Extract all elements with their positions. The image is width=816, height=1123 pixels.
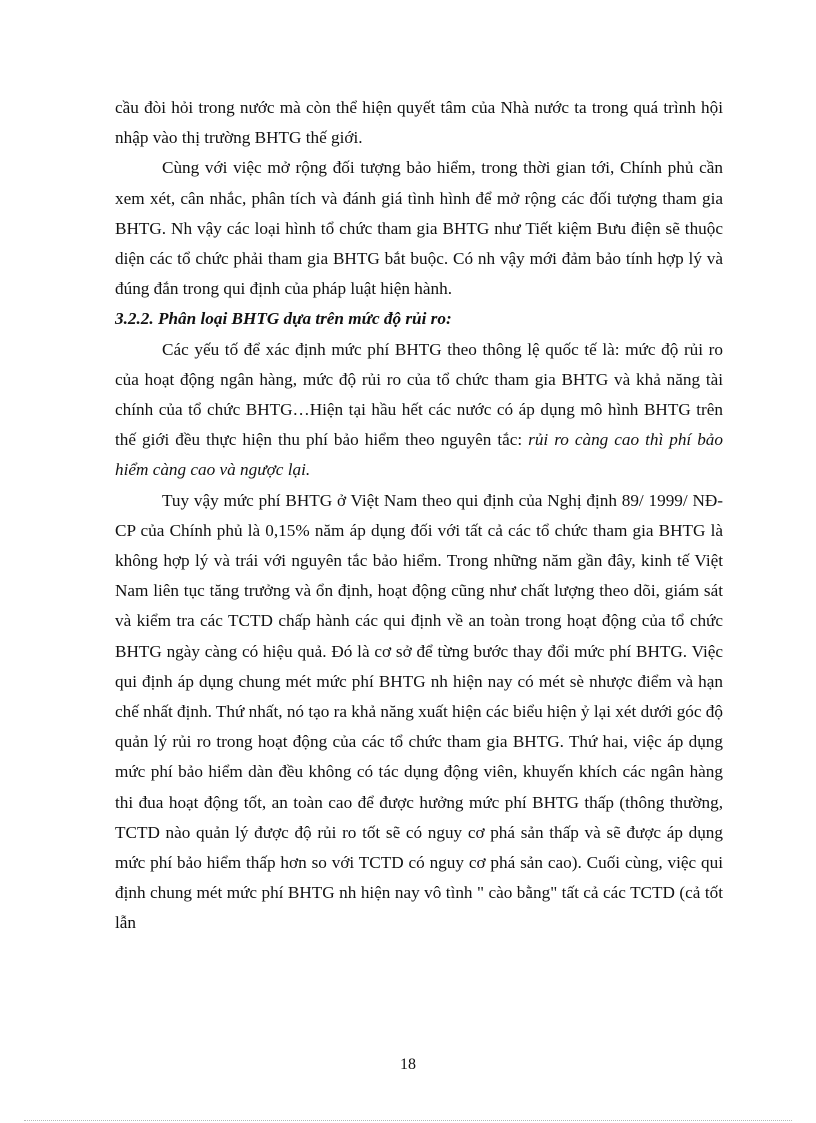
paragraph-vietnam-fee: Tuy vậy mức phí BHTG ở Việt Nam theo qui định của Nghị định 89/ 1999/ NĐ-CP của Chính phủ là 0,15% năm áp dụng đối với tất cả các tổ chức tham gia BHTG là không hợp lý và trái với nguyên tắc bảo hiểm. Trong những năm gần đây, kinh tế Việt Nam liên tục tăng trưởng và ổn định, hoạt động cũng như chất lượng theo dõi, giám sát và kiểm tra các TCTD chấp hành các qui định về an toàn trong hoạt động của tổ chức BHTG ngày càng có hiệu quả. Đó là cơ sở để từng bước thay đổi mức phí BHTG. Việc qui định áp dụng chung mét mức phí BHTG nh hiện nay có mét sè nhược điểm và hạn chế nhất định. Thứ nhất, nó tạo ra khả năng xuất hiện các biểu hiện ỷ lại xét dưới góc độ quản lý rủi ro trong hoạt động của các tổ chức tham gia BHTG. Thứ hai, việc áp dụng mức phí bảo hiểm dàn đều không có tác dụng động viên, khuyến khích các ngân hàng thi đua hoạt động tốt, an toàn cao để được hưởng mức phí BHTG thấp (thông thường, TCTD nào quản lý được độ rủi ro tốt sẽ có nguy cơ phá sản thấp và sẽ được áp dụng mức phí bảo hiểm thấp hơn so với TCTD có nguy cơ phá sản cao). Cuối cùng, việc qui định chung mét mức phí BHTG nh hiện nay vô tình " cào bằng" tất cả các TCTD (cả tốt lẫn [115,490,723,933]
paragraph-fee-factors [115,335,723,486]
paragraph-expand-participants: Cùng với việc mở rộng đối tượng bảo hiểm, trong thời gian tới, Chính phủ cần xem xét, cân nhắc, phân tích và đánh giá tình hình để mở rộng các đối tượng tham gia BHTG. Nh vậy các loại hình tổ chức tham gia BHTG như Tiết kiệm Bưu điện sẽ thuộc diện các tổ chức phải tham gia BHTG bắt buộc. Có nh vậy mới đảm bảo tính hợp lý và đúng đắn trong qui định của pháp luật hiện hành. [115,158,723,299]
principle-italic-text: rủi ro càng cao thì phí bảo hiểm càng cao và ngược lại. [115,430,723,480]
page-number: 18 [400,1056,416,1073]
paragraph-continuation: cầu đòi hỏi trong nước mà còn thể hiện quyết tâm của Nhà nước ta trong quá trình hội nhập vào thị trường BHTG thế giới. [115,98,723,148]
paragraph-fee-factors-text: Các yếu tố để xác định mức phí BHTG theo thông lệ quốc tế là: mức độ rủi ro của hoạt động ngân hàng, mức độ rủi ro của tổ chức tham gia BHTG và khả năng tài chính của tổ chức BHTG…Hiện tại hầu hết các nước có áp dụng mô hình BHTG trên thế giới đều thực hiện thu phí bảo hiểm theo nguyên tắc: [115,339,723,450]
footer-divider [24,1120,792,1121]
page-body [115,93,723,939]
section-heading: 3.2.2. Phân loại BHTG dựa trên mức độ rủi ro: [115,309,452,329]
